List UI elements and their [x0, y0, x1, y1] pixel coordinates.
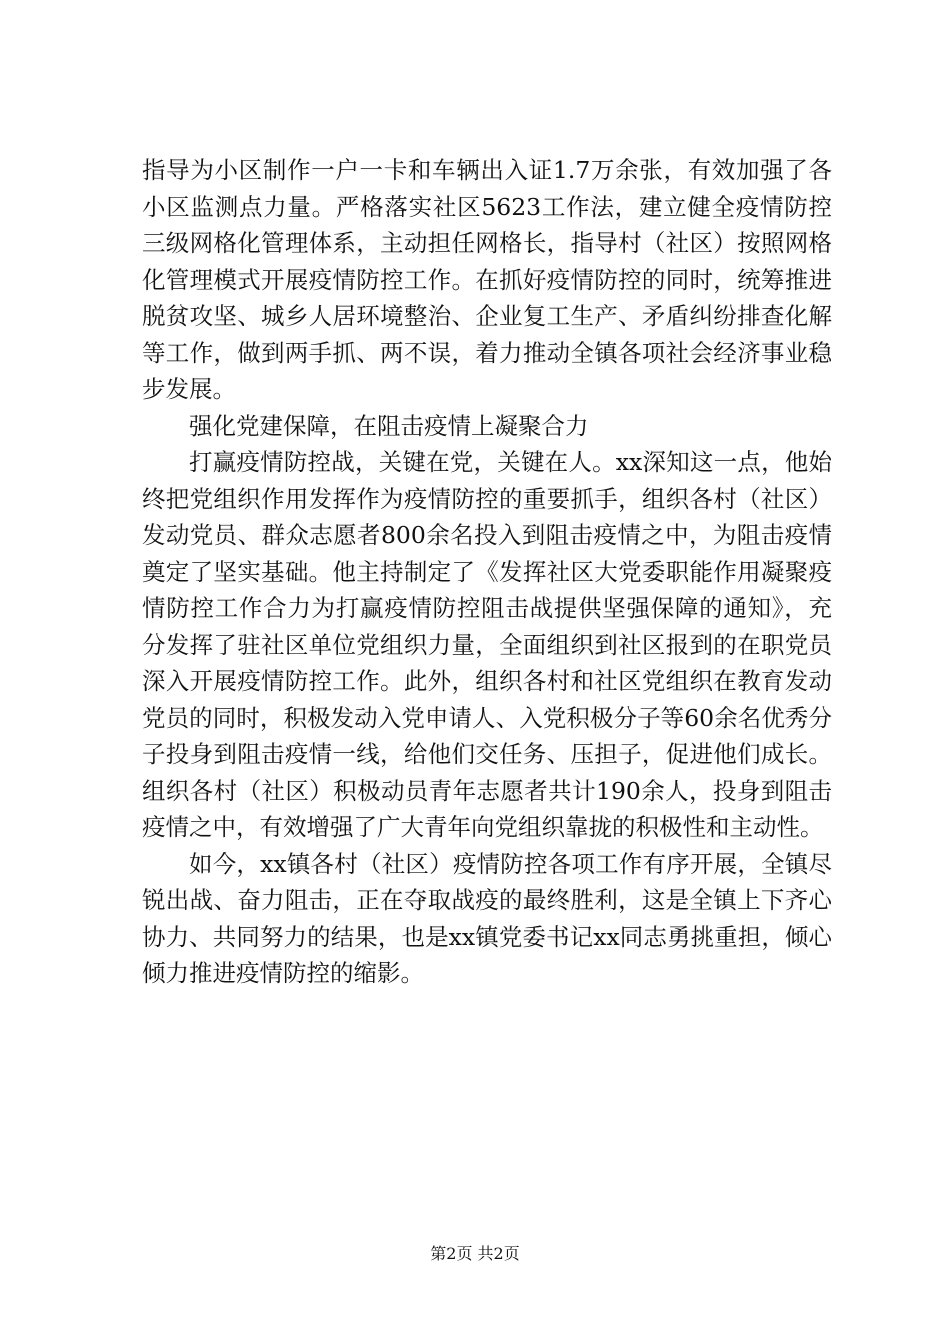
- document-body: [142, 152, 832, 992]
- paragraph-continuation: 指导为小区制作一户一卡和车辆出入证1.7万余张，有效加强了各小区监测点力量。严格落实社区5623工作法，建立健全疫情防控三级网格化管理体系，主动担任网格长，指导村（社区）按照网格化管理模式开展疫情防控工作。在抓好疫情防控的同时，统筹推进脱贫攻坚、城乡人居环境整治、企业复工生产、矛盾纠纷排查化解等工作，做到两手抓、两不误，着力推动全镇各项社会经济事业稳步发展。: [142, 156, 832, 403]
- paragraph-party-building: 打赢疫情防控战，关键在党，关键在人。xx深知这一点，他始终把党组织作用发挥作为疫情防控的重要抓手，组织各村（社区）发动党员、群众志愿者800余名投入到阻击疫情之中，为阻击疫情奠定了坚实基础。他主持制定了《发挥社区大党委职能作用凝聚疫情防控工作合力为打赢疫情防控阻击战提供坚强保障的通知》，充分发挥了驻社区单位党组织力量，全面组织到社区报到的在职党员深入开展疫情防控工作。此外，组织各村和社区党组织在教育发动党员的同时，积极发动入党申请人、入党积极分子等60余名优秀分子投身到阻击疫情一线，给他们交任务、压担子，促进他们成长。组织各村（社区）积极动员青年志愿者共计190余人，投身到阻击疫情之中，有效增强了广大青年向党组织靠拢的积极性和主动性。: [142, 448, 832, 841]
- section-heading: 强化党建保障，在阻击疫情上凝聚合力: [189, 411, 589, 440]
- paragraph-conclusion: 如今，xx镇各村（社区）疫情防控各项工作有序开展，全镇尽锐出战、奋力阻击，正在夺取战疫的最终胜利，这是全镇上下齐心协力、共同努力的结果，也是xx镇党委书记xx同志勇挑重担，倾心倾力推进疫情防控的缩影。: [142, 849, 832, 987]
- page-footer: 第2页 共2页: [430, 1244, 520, 1263]
